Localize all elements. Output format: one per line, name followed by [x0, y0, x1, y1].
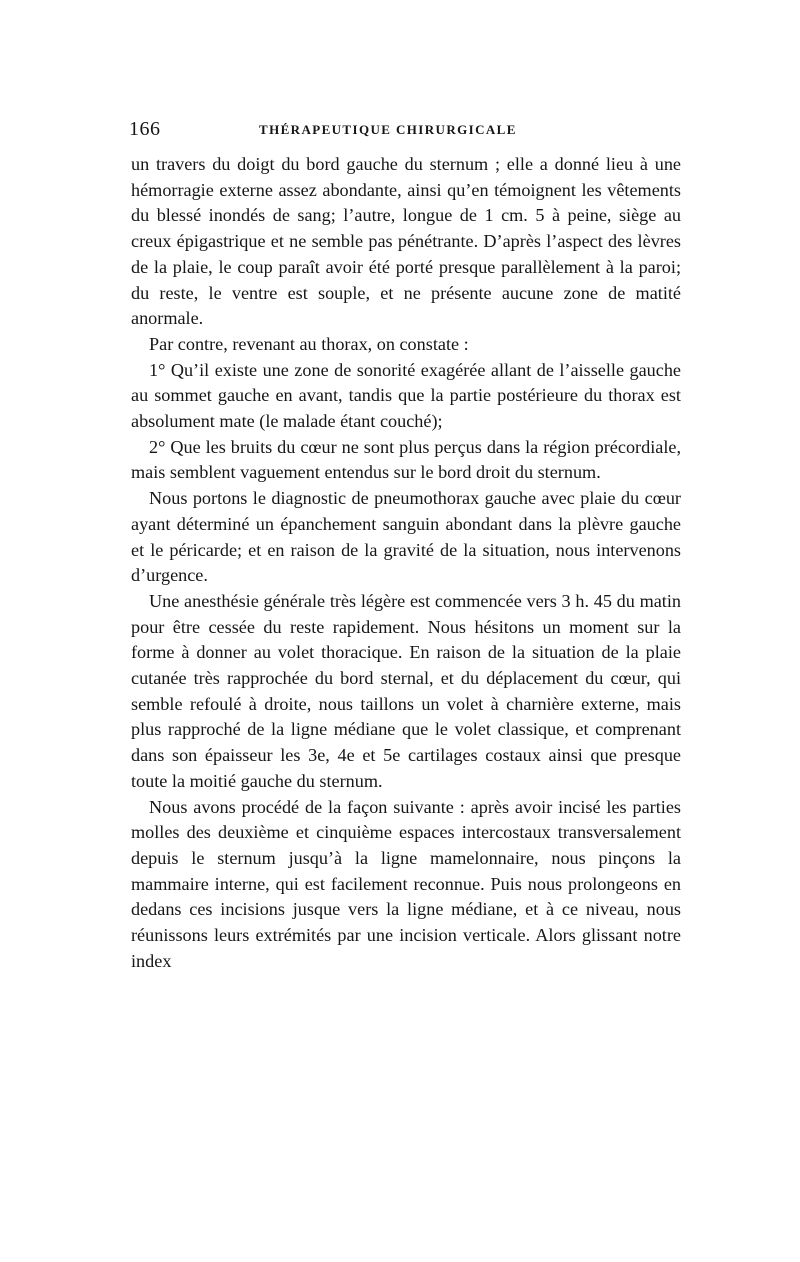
paragraph-anesthesia: Une anesthésie générale très légère est commencée vers 3 h. 45 du matin pour être cessée du reste rapidement. Nous hésitons un moment sur la forme à donner au volet thoracique. En raison de la situation de la plaie cutanée très rapprochée du bord sternal, et du déplacement du cœur, qui semble refoulé à droite, nous taillons un volet à charnière externe, mais plus rapproché de la ligne médiane que le volet classique, et comprenant dans son épaisseur les 3e, 4e et 5e cartilages costaux ainsi que presque toute la moitié gauche du sternum.: [131, 590, 681, 791]
page-number: 166: [129, 118, 161, 140]
paragraph-finding-1: 1° Qu’il existe une zone de sonorité exagérée allant de l’aisselle gauche au sommet gauche en avant, tandis que la partie postérieure du thorax est absolument mate (le malade étant couché);: [131, 359, 681, 432]
book-page: [131, 118, 681, 975]
paragraph-continuation: un travers du doigt du bord gauche du sternum ; elle a donné lieu à une hémorragie externe assez abondante, ainsi qu’en témoignent les vêtements du blessé inondés de sang; l’autre, longue de 1 cm. 5 à peine, siège au creux épigastrique et ne semble pas pénétrante. D’après l’aspect des lèvres de la plaie, le coup paraît avoir été porté presque parallèlement à la paroi; du reste, le ventre est souple, et ne présente aucune zone de matité anormale.: [131, 154, 681, 329]
paragraph-procedure: Nous avons procédé de la façon suivante : après avoir incisé les parties molles des deuxième et cinquième espaces intercostaux transversalement depuis le sternum jusqu’à la ligne mamelonnaire, nous pinçons la mammaire interne, qui est facilement reconnue. Puis nous prolongeons en dedans ces incisions jusque vers la ligne médiane, et à ce niveau, nous réunissons leurs extrémités par une incision verticale. Alors glissant notre index: [131, 796, 681, 971]
paragraph-thorax-finding: Par contre, revenant au thorax, on constate :: [149, 333, 469, 354]
paragraph-diagnosis: Nous portons le diagnostic de pneumothorax gauche avec plaie du cœur ayant déterminé un épanchement sanguin abondant dans la plèvre gauche et le péricarde; et en raison de la gravité de la situation, nous intervenons d’urgence.: [131, 488, 681, 586]
body-text: [131, 152, 681, 975]
running-title: THÉRAPEUTIQUE CHIRURGICALE: [259, 122, 517, 137]
paragraph-finding-2: 2° Que les bruits du cœur ne sont plus perçus dans la région précordiale, mais semblent vaguement entendus sur le bord droit du sternum.: [131, 436, 681, 483]
running-head: [131, 118, 681, 144]
